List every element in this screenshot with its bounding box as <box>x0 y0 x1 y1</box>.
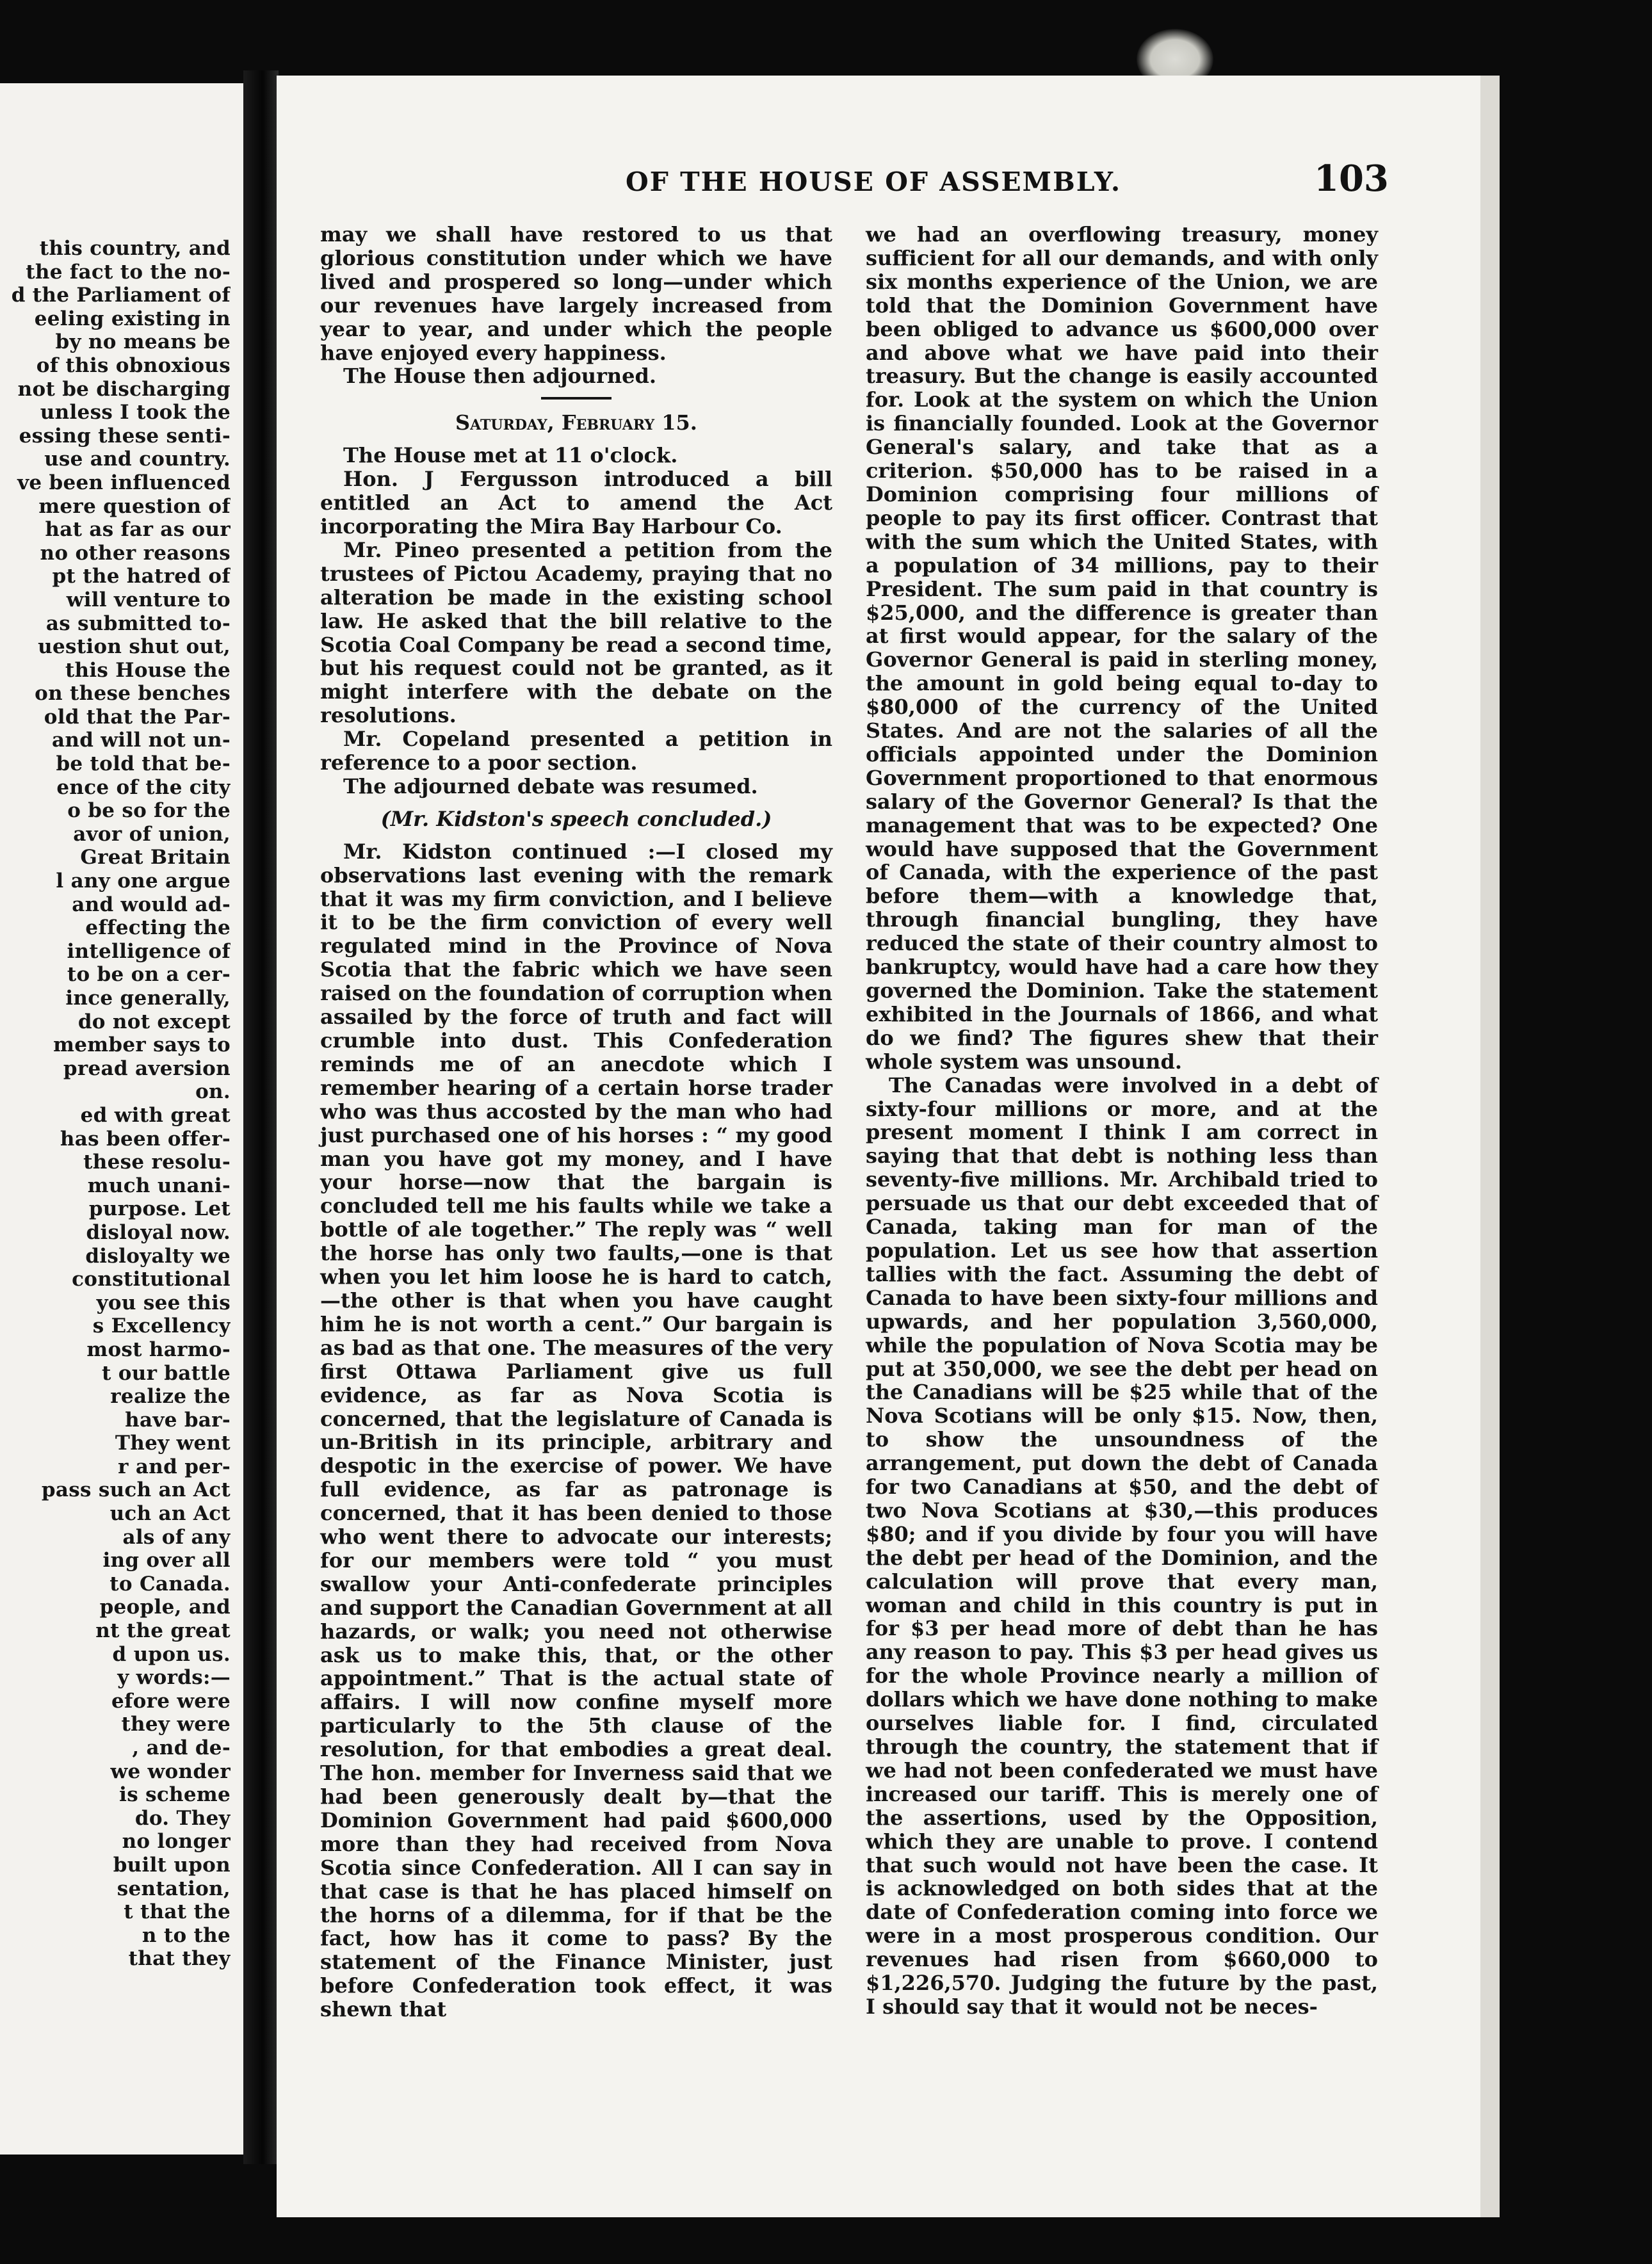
facing-page-line: ve been influenced <box>17 471 231 494</box>
facing-page-line: l any one argue <box>56 869 231 893</box>
facing-page-line: use and country. <box>44 448 231 471</box>
paragraph: The House met at 11 o'clock. <box>343 443 678 468</box>
facing-page-line: sentation, <box>117 1877 231 1900</box>
facing-page-line: be told that be- <box>56 752 231 776</box>
facing-page-line: r and per- <box>118 1455 231 1478</box>
paragraph: Mr. Pineo presented a petition from the trustees of Pictou Academy, praying that no alteration be made in the existing school law. He asked that the bill relative to the Scotia Coal Company be read a second time, but his request could not be granted, as it might interfere with the debate on the resolutions. <box>320 537 832 728</box>
facing-page-line: to be on a cer- <box>67 963 231 987</box>
facing-page-line: have bar- <box>125 1408 231 1432</box>
facing-page-line: realize the <box>110 1385 231 1409</box>
facing-page-line: s Excellency <box>92 1314 231 1338</box>
facing-page-line: disloyalty we <box>85 1244 231 1268</box>
book-gutter <box>243 70 279 2164</box>
paragraph: we had an overflowing treasury, money sufficient for all our demands, and with only six months experience of the Union, we are told that the Dominion Government have been obliged to advance us $600,000 over and above what we have paid into their treasury. But the change is easily accounted for. Look at the system on which the Union is financially founded. Look at the Governor General's salary, and take that as a criterion. $50,000 has to be raised in a Dominion comprising four millions of people to pay its first officer. Contrast that with the sum which the United States, with a population of 34 millions, pay to their President. The sum paid in that country is $25,000, and the difference is greater than at first would appear, for the salary of the Governor General is paid in sterling money, the amount in gold being equal to-day to $80,000 of the currency of the United States. And are not the salaries of all the officials appointed under the Dominion Government proportioned to that enormous salary of the Governor General? Is that the management that was to be expected? One would have supposed that the Government of Canada, with the experience of the past before them—with a knowledge that, through financial bungling, they have reduced the state of their country almost to bankruptcy, would have had a care how they governed the Dominion. Take the statement exhibited in the Journals of 1866, and what do we find? The figures shew that their whole system was unsound. <box>866 222 1378 1074</box>
paragraph: Mr. Copeland presented a petition in reference to a poor section. <box>320 727 832 775</box>
page-103 <box>277 76 1480 2217</box>
facing-page-line: people, and <box>99 1596 231 1619</box>
facing-page-line: do not except <box>77 1010 231 1033</box>
facing-page-line: disloyal now. <box>86 1220 231 1244</box>
facing-page-line: old that the Par- <box>44 705 231 729</box>
facing-page-line: not be discharging <box>17 377 231 401</box>
facing-page-line: member says to <box>53 1033 231 1057</box>
page-number: 103 <box>1314 158 1389 200</box>
facing-page-line: much unani- <box>87 1174 231 1197</box>
paragraph: The House then adjourned. <box>343 364 657 389</box>
facing-page-line: y words:— <box>117 1666 231 1690</box>
facing-page-line: unless I took the <box>40 401 231 424</box>
facing-page-line: nt the great <box>95 1619 231 1643</box>
facing-page-line: will venture to <box>66 588 231 611</box>
facing-page-line: d upon us. <box>112 1642 231 1666</box>
facing-page-line: t our battle <box>102 1361 231 1385</box>
section-divider <box>541 397 611 400</box>
facing-page-line: most harmo- <box>86 1338 231 1361</box>
facing-page-line: we wonder <box>110 1759 231 1783</box>
facing-page-line: ing over all <box>102 1549 231 1573</box>
facing-page-line: t that the <box>124 1900 231 1924</box>
facing-page-line: do. They <box>134 1806 231 1830</box>
facing-page-line: pread aversion <box>63 1056 231 1080</box>
column-right <box>866 223 1378 2019</box>
facing-page-line: uch an Act <box>109 1502 231 1526</box>
page-edge <box>1480 76 1500 2217</box>
facing-page-line: hat as far as our <box>45 518 231 542</box>
paragraph: Mr. Kidston continued :—I closed my observations last evening with the remark that it was my firm conviction, and I believe it to be the firm conviction of every well regulated mind in the Province of Nova Scotia that the fabric which we have seen raised on the foundation of corruption when assailed by the force of truth and fact will crumble into dust. This Confederation reminds me of an anecdote which I remember hearing of a certain horse trader who was thus accosted by the man who had just purchased one of his horses : “ my good man you have got my money, and I have your horse—now that the bargain is concluded tell me his faults while we take a bottle of ale together.” The reply was “ well the horse has only two faults,—one is that when you let him loose he is hard to catch,—the other is that when you have caught him he is not worth a cent.” Our bargain is as bad as that one. The measures of the very first Ottawa Parliament give us full evidence, as far as Nova Scotia is concerned, that the legislature of Canada is un-British in its principle, arbitrary and despotic in the exercise of power. We have full evidence, as far as patronage is concerned, that it has been denied to those who went there to advocate our interests; for our members were told “ you must swallow your Anti-confederate principles and support the Canadian Government at all hazards, or walk; you need not otherwise ask us to make this, that, or the other appointment.” That is the actual state of affairs. I will now confine myself more particularly to the 5th clause of the resolution, for that embodies a great deal. The hon. member for Inverness said that we had been generously dealt by—that the Dominion Government had paid $600,000 more than they had received from Nova Scotia since Confederation. All I can say in that case is that he has placed himself on the horns of a dilemma, for if that be the fact, how has it come to pass? By the statement of the Finance Minister, just before Confederation took effect, it was shewn that <box>320 839 832 2022</box>
column-left <box>320 223 832 2021</box>
facing-page-line: ed with great <box>80 1103 231 1127</box>
facing-page-line: efore were <box>111 1689 231 1713</box>
facing-page-line: this country, and <box>39 237 231 260</box>
facing-page-line: on. <box>195 1080 231 1104</box>
facing-page-line: they were <box>121 1713 231 1736</box>
facing-page-line: intelligence of <box>67 939 231 963</box>
facing-page-line: , and de- <box>132 1736 231 1759</box>
paragraph: may we shall have restored to us that glorious constitution under which we have lived and prospered so long—under which our revenues have largely increased from year to year, and under which the people have enjoyed every happiness. <box>320 222 832 365</box>
facing-page-line: no other reasons <box>40 541 231 565</box>
date-heading: Saturday, February 15. <box>455 410 697 435</box>
facing-page-line: is scheme <box>119 1783 231 1807</box>
facing-page-line: pass such an Act <box>41 1478 231 1502</box>
facing-page-line: mere question of <box>38 494 231 518</box>
facing-page-line: and will not un- <box>52 729 231 752</box>
facing-page-line: of this obnoxious <box>36 353 231 377</box>
facing-page-line: ence of the city <box>56 775 231 799</box>
spacer <box>320 435 832 444</box>
facing-page-line: by no means be <box>55 330 231 354</box>
facing-page-line: n to the <box>142 1923 231 1947</box>
facing-page-line: to Canada. <box>109 1572 231 1596</box>
facing-page-line: pt the hatred of <box>52 565 231 588</box>
facing-page-line: that they <box>128 1947 231 1971</box>
paragraph: The adjourned debate was resumed. <box>343 773 758 798</box>
facing-page-line: ince generally, <box>65 987 231 1010</box>
facing-page-line: Great Britain <box>80 846 231 869</box>
paragraph: Hon. J Fergusson introduced a bill entitled an Act to amend the Act incorporating the Mira Bay Harbour Co. <box>320 467 832 538</box>
facing-page-line: constitutional <box>72 1268 231 1291</box>
facing-page-line: als of any <box>122 1525 231 1549</box>
facing-page-line: has been offer- <box>60 1127 231 1151</box>
facing-page-line: on these benches <box>35 682 231 706</box>
facing-page-line: purpose. Let <box>88 1197 231 1221</box>
facing-page-line: and would ad- <box>72 893 231 916</box>
facing-page-line: as submitted to- <box>45 611 231 635</box>
facing-page-line: you see this <box>96 1291 231 1314</box>
facing-page-line: d the Parliament of <box>11 284 231 307</box>
facing-page-line: built upon <box>113 1853 231 1877</box>
facing-page-line: the fact to the no- <box>26 260 231 284</box>
paragraph: The Canadas were involved in a debt of sixty-four millions or more, and at the present moment I think I am correct in saying that that debt is nothing less than seventy-five millions. Mr. Archibald tried to persuade us that our debt exceeded that of Canada, taking man for man of the population. Let us see how that assertion tallies with the fact. Assuming the debt of Canada to have been sixty-four millions and upwards, and her population 3,560,000, while the population of Nova Scotia may be put at 350,000, we see the debt per head on the Canadians will be $25 while that of the Nova Scotians will be only $15. Now, then, to show the unsoundness of the arrangement, put down the debt of Canada for two Canadians at $50, and the debt of two Nova Scotians at $30,—this produces $80; and if you divide by four you will have the debt per head of the Dominion, and the calculation will prove that every man, woman and child in this country is put in for $3 per head more of debt than he has any reason to pay. This $3 per head gives us for the whole Province nearly a million of dollars which we have done nothing to make ourselves liable for. I find, circulated through the country, the statement that if we had not been confederated we must have increased our tariff. This is merely one of the assertions, used by the Opposition, which they are unable to prove. I contend that such would not have been the case. It is acknowledged on both sides that at the date of Confederation coming into force we were in a most prosperous condition. Our revenues had risen from $660,000 to $1,226,570. Judging the future by the past, I should say that it would not be neces- <box>866 1072 1378 2019</box>
facing-page-line: this House the <box>65 658 231 682</box>
facing-page-line: o be so for the <box>67 799 231 823</box>
facing-page-line: avor of union, <box>73 822 231 846</box>
facing-page-lines <box>0 237 231 1971</box>
spacer <box>320 798 832 807</box>
facing-page-fragment <box>0 83 243 2155</box>
running-title: OF THE HOUSE OF ASSEMBLY. <box>626 166 1122 197</box>
facing-page-line: uestion shut out, <box>38 635 231 659</box>
spacer <box>320 831 832 840</box>
facing-page-line: They went <box>115 1432 231 1455</box>
speech-heading: (Mr. Kidston's speech concluded.) <box>380 806 772 831</box>
facing-page-line: these resolu- <box>83 1151 231 1174</box>
facing-page-line: essing these senti- <box>19 424 231 448</box>
facing-page-line: eeling existing in <box>34 307 231 330</box>
facing-page-line: no longer <box>122 1830 231 1854</box>
facing-page-line: effecting the <box>85 916 231 940</box>
